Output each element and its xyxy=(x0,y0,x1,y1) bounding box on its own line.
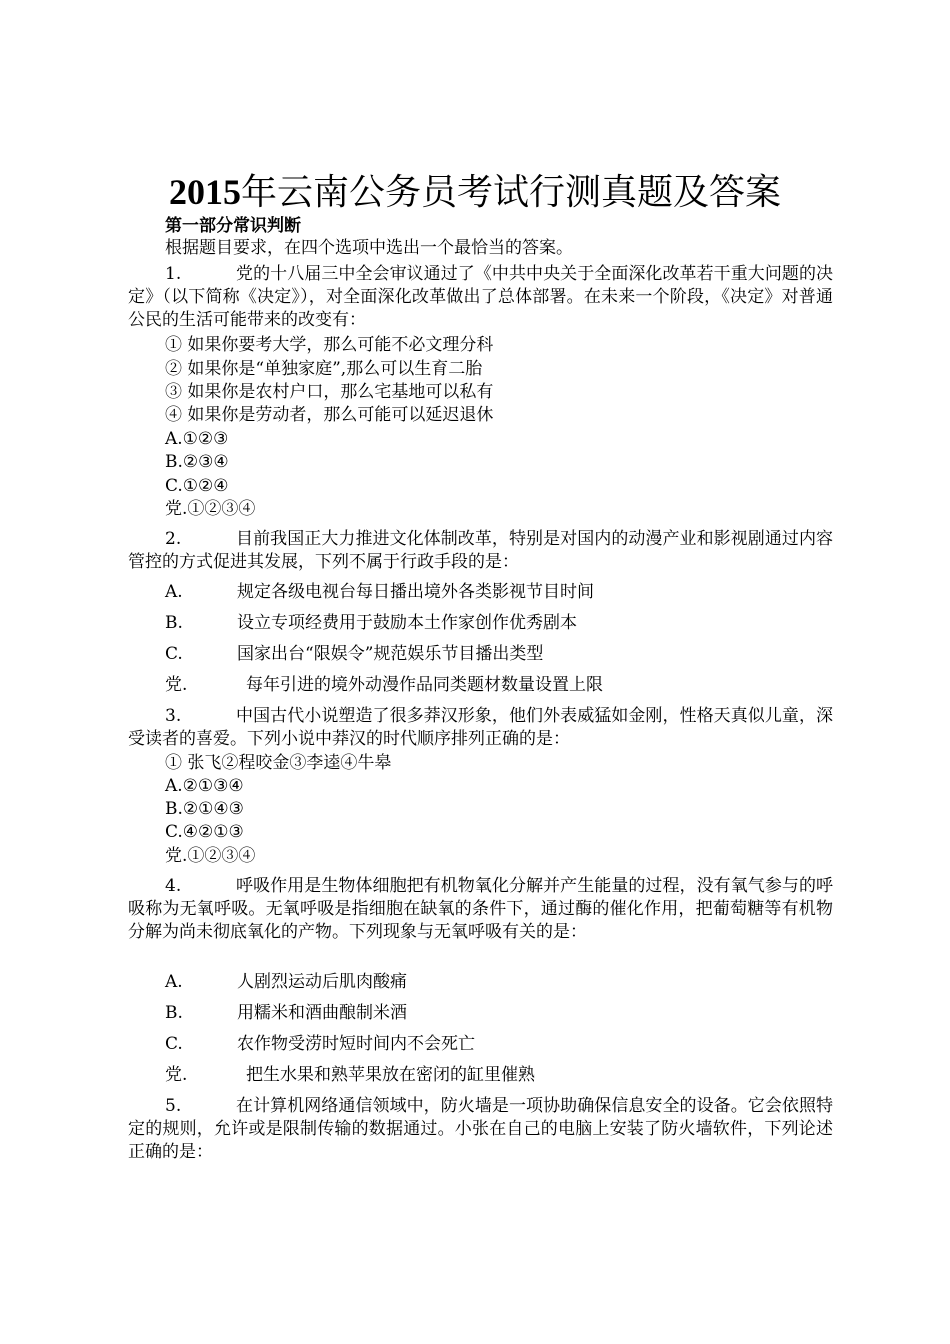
option-label: A. xyxy=(165,582,183,602)
answer-option: 党.①②③④ xyxy=(165,499,256,519)
answer-option xyxy=(165,1002,407,1025)
question-text xyxy=(128,1095,833,1164)
answer-option xyxy=(165,643,543,666)
question-body: 党的十八届三中全会审议通过了《中共中央关于全面深化改革若干重大问题的决定》（以下简称《决定》），对全面深化改革做出了总体部署。在未来一个阶段，《决定》对普通公民的生活可能带来的改变有： xyxy=(128,264,833,330)
answer-option: C.④②①③ xyxy=(165,822,244,842)
option-text: 国家出台“限娱令”规范娱乐节目播出类型 xyxy=(237,644,544,664)
question-1 xyxy=(128,263,833,332)
question-text xyxy=(128,263,833,332)
answer-option: A.①②③ xyxy=(165,429,229,449)
answer-option xyxy=(165,971,407,994)
option-label: C. xyxy=(165,644,183,664)
question-5 xyxy=(128,1095,833,1164)
answer-option xyxy=(165,674,603,697)
option-text: 农作物受涝时短时间内不会死亡 xyxy=(237,1034,475,1054)
section-heading: 第一部分常识判断 xyxy=(165,216,301,236)
answer-option: B.②③④ xyxy=(165,452,229,472)
question-body: 中国古代小说塑造了很多莽汉形象，他们外表威猛如金刚，性格天真似儿童，深受读者的喜爱。下列小说中莽汉的时代顺序排列正确的是： xyxy=(128,706,833,749)
question-number: 1. xyxy=(165,264,182,284)
question-2 xyxy=(128,528,833,574)
instruction-text: 根据题目要求，在四个选项中选出一个最恰当的答案。 xyxy=(165,238,573,258)
option-label: 党. xyxy=(165,675,188,695)
option-label: B. xyxy=(165,613,183,633)
document-title xyxy=(0,168,950,217)
option-text: 设立专项经费用于鼓励本土作家创作优秀剧本 xyxy=(237,613,577,633)
answer-option: 党.①②③④ xyxy=(165,846,256,866)
question-body: 呼吸作用是生物体细胞把有机物氧化分解并产生能量的过程，没有氧气参与的呼吸称为无氧呼吸。无氧呼吸是指细胞在缺氧的条件下，通过酶的催化作用，把葡萄糖等有机物分解为尚未彻底氧化的产物。下列现象与无氧呼吸有关的是： xyxy=(128,876,833,942)
answer-option xyxy=(165,1033,475,1056)
option-label: C. xyxy=(165,1034,183,1054)
statement-item: ① 如果你要考大学，那么可能不必文理分科 xyxy=(165,335,494,355)
option-label: 党. xyxy=(165,1065,188,1085)
question-text xyxy=(128,705,833,751)
answer-option xyxy=(165,581,594,604)
question-number: 2. xyxy=(165,529,182,549)
question-body: 在计算机网络通信领域中，防火墙是一项协助确保信息安全的设备。它会依照特定的规则，允许或是限制传输的数据通过。小张在自己的电脑上安装了防火墙软件，下列论述正确的是： xyxy=(128,1096,833,1162)
question-number: 4. xyxy=(165,876,182,896)
option-text: 把生水果和熟苹果放在密闭的缸里催熟 xyxy=(246,1065,535,1085)
answer-option xyxy=(165,1064,535,1087)
question-text xyxy=(128,528,833,574)
option-text: 每年引进的境外动漫作品同类题材数量设置上限 xyxy=(246,675,603,695)
question-text xyxy=(128,875,833,944)
question-number: 5. xyxy=(165,1096,182,1116)
statement-item: ② 如果你是“单独家庭”,那么可以生育二胎 xyxy=(165,359,483,379)
option-label: A. xyxy=(165,972,183,992)
title-text: 年云南公务员考试行测真题及答案 xyxy=(240,172,781,213)
statement-item: ③ 如果你是农村户口，那么宅基地可以私有 xyxy=(165,382,494,402)
option-text: 用糯米和酒曲酿制米酒 xyxy=(237,1003,407,1023)
question-3 xyxy=(128,705,833,751)
answer-option: A.②①③④ xyxy=(165,776,244,796)
statement-item: ① 张飞②程咬金③李逵④牛皋 xyxy=(165,753,392,773)
question-4 xyxy=(128,875,833,944)
option-text: 规定各级电视台每日播出境外各类影视节目时间 xyxy=(237,582,594,602)
question-body: 目前我国正大力推进文化体制改革，特别是对国内的动漫产业和影视剧通过内容管控的方式促进其发展，下列不属于行政手段的是： xyxy=(128,529,833,572)
answer-option: B.②①④③ xyxy=(165,799,244,819)
question-number: 3. xyxy=(165,706,182,726)
statement-item: ④ 如果你是劳动者，那么可能可以延迟退休 xyxy=(165,405,494,425)
answer-option xyxy=(165,612,577,635)
answer-option: C.①②④ xyxy=(165,476,229,496)
option-text: 人剧烈运动后肌肉酸痛 xyxy=(237,972,407,992)
option-label: B. xyxy=(165,1003,183,1023)
title-year: 2015 xyxy=(168,172,241,212)
